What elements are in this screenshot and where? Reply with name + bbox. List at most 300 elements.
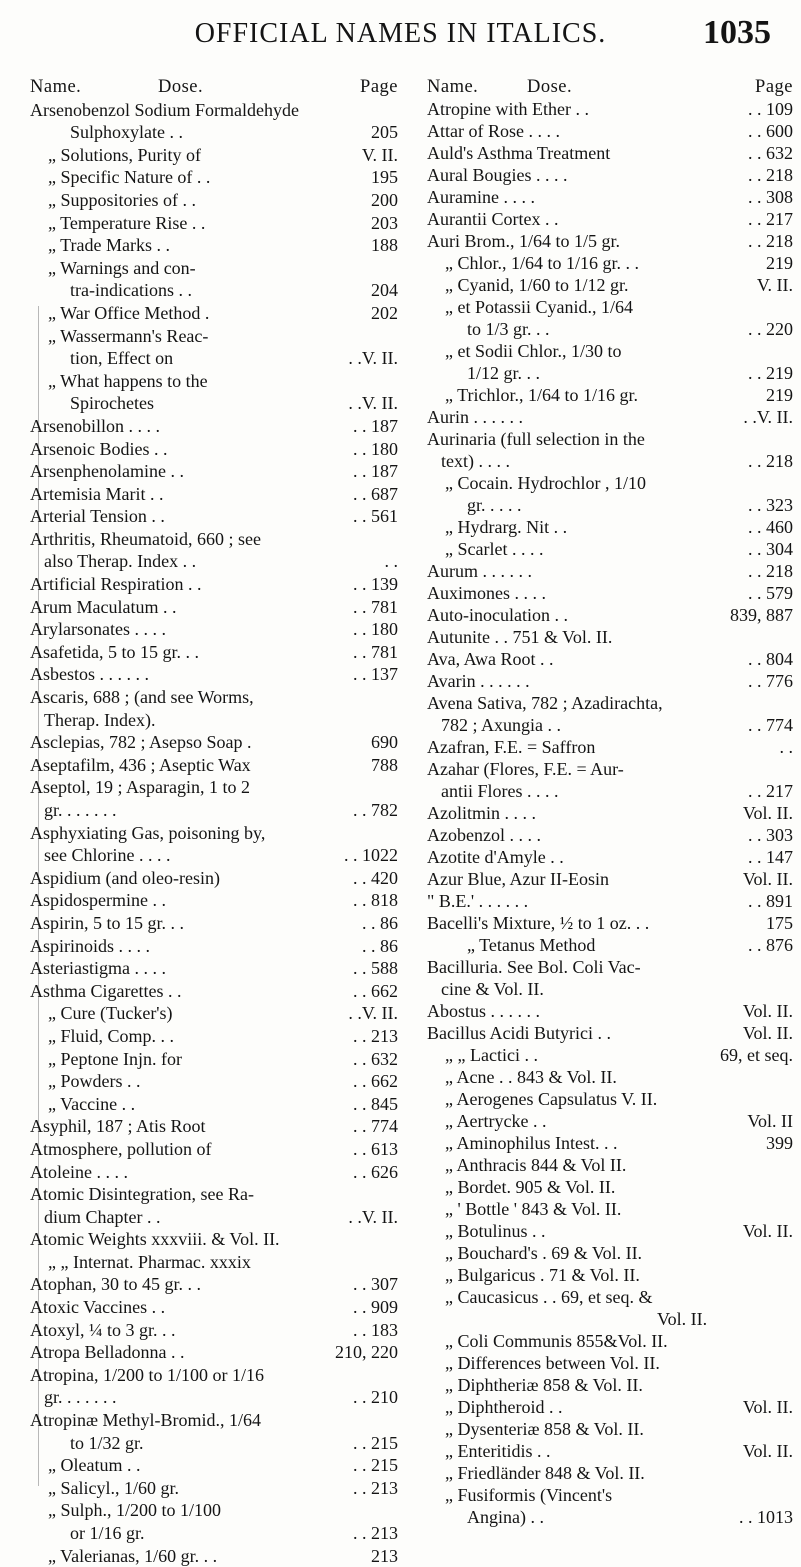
entry-text: Arsenphenolamine . . — [30, 461, 184, 482]
index-entry — [427, 296, 795, 318]
index-entry — [30, 1432, 400, 1455]
running-title: OFFICIAL NAMES IN ITALICS. — [194, 18, 607, 49]
entry-page-ref: . . 876 — [748, 935, 793, 955]
index-entry — [427, 362, 795, 384]
entry-text: „ et Potassii Cyanid., 1/64 — [445, 297, 633, 317]
entry-page-ref: . .V. II. — [348, 393, 398, 414]
entry-text: see Chlorine . . . . — [44, 845, 171, 866]
index-entry — [427, 1000, 795, 1022]
index-entry — [30, 980, 400, 1003]
entry-text: Arsenoic Bodies . . — [30, 438, 168, 459]
entry-page-ref: 399 — [766, 1133, 793, 1153]
index-entry — [427, 1220, 795, 1242]
entry-text: „ Oleatum . . — [48, 1455, 141, 1476]
index-entry — [30, 1477, 400, 1500]
entry-text: Atropina, 1/200 to 1/100 or 1/16 — [30, 1364, 264, 1385]
page-header — [30, 14, 771, 58]
entry-page-ref: . . 774 — [748, 715, 793, 735]
index-entry — [427, 714, 795, 736]
entry-text: Auld's Asthma Treatment — [427, 143, 611, 163]
entry-text: „ Salicyl., 1/60 gr. — [48, 1477, 179, 1498]
index-entry — [427, 406, 795, 428]
index-entry — [427, 186, 795, 208]
entry-text: text) . . . . — [441, 451, 510, 471]
index-entry — [427, 802, 795, 824]
index-entry — [30, 799, 400, 822]
index-entry — [427, 978, 795, 1000]
entry-text: cine & Vol. II. — [441, 979, 544, 999]
entry-text: Auramine . . . . — [427, 187, 535, 207]
index-entry — [30, 550, 400, 573]
entry-page-ref: 219 — [766, 253, 793, 273]
entry-text: „ Friedländer 848 & Vol. II. — [445, 1463, 645, 1483]
index-entry — [30, 438, 400, 461]
entry-text: Aspirin, 5 to 15 gr. . . — [30, 912, 185, 933]
entry-text: „ Fusiformis (Vincent's — [445, 1485, 613, 1505]
entry-page-ref: . . 774 — [353, 1116, 398, 1137]
index-entry — [427, 956, 795, 978]
index-entry — [427, 1396, 795, 1418]
entry-page-ref: . . 219 — [748, 363, 793, 383]
column-header-page: Page — [755, 77, 793, 97]
index-entry — [30, 1025, 400, 1048]
entry-text: " B.E.' . . . . . . — [427, 891, 529, 911]
entry-text: Autunite . . 751 & Vol. II. — [427, 627, 613, 647]
index-entry — [30, 460, 400, 483]
index-entry — [427, 1022, 795, 1044]
column-header-page: Page — [360, 77, 398, 97]
entry-text: 1/12 gr. . . — [467, 363, 541, 383]
entry-text: „ Peptone Injn. for — [48, 1048, 182, 1069]
index-entry — [427, 230, 795, 252]
entry-text: „ Anthracis 844 & Vol II. — [445, 1155, 627, 1175]
index-entry — [30, 279, 400, 302]
entry-page-ref: 195 — [371, 167, 398, 188]
entry-page-ref: . . 662 — [353, 1071, 398, 1092]
index-entry — [427, 120, 795, 142]
entry-text: Azur Blue, Azur II-Eosin — [427, 869, 609, 889]
index-entry — [30, 709, 400, 732]
entry-text: Aurantii Cortex . . — [427, 209, 559, 229]
entry-text: Arsenobillon . . . . — [30, 415, 160, 436]
entry-page-ref: . . 109 — [748, 99, 793, 119]
column-header-name: Name. — [427, 77, 479, 97]
entry-page-ref: 213 — [371, 1545, 398, 1566]
index-entry — [427, 340, 795, 362]
index-entry — [30, 144, 400, 167]
index-entry — [427, 1264, 795, 1286]
entry-text: Auximones . . . . — [427, 583, 546, 603]
entry-text: Ascaris, 688 ; (and see Worms, — [30, 687, 254, 708]
entry-text: gr. . . . . . . — [44, 1387, 117, 1408]
column-header-name: Name. — [30, 77, 82, 97]
index-entry — [30, 483, 400, 506]
entry-text: „ Warnings and con- — [48, 257, 196, 278]
entry-text: Asteriastigma . . . . — [30, 958, 166, 979]
index-entry — [30, 1228, 400, 1251]
index-entry — [427, 736, 795, 758]
entry-text: Therap. Index). — [44, 709, 156, 730]
entry-page-ref: . . — [779, 737, 793, 757]
index-entry — [427, 428, 795, 450]
entry-page-ref: . . 561 — [353, 506, 398, 527]
index-entry — [427, 1484, 795, 1506]
entry-text: „ „ Lactici . . — [445, 1045, 538, 1065]
entry-page-ref: 788 — [371, 754, 398, 775]
entry-text: „ Coli Communis 855&Vol. II. — [445, 1331, 668, 1351]
entry-text: „ Bouchard's . 69 & Vol. II. — [445, 1243, 643, 1263]
entry-text: Atoxyl, ¼ to 3 gr. . . — [30, 1319, 176, 1340]
index-entry — [30, 1138, 400, 1161]
entry-text: „ Cocain. Hydrochlor , 1/10 — [445, 473, 646, 493]
index-entry — [30, 1206, 400, 1229]
entry-page-ref: . . 210 — [353, 1387, 398, 1408]
index-entry — [30, 302, 400, 325]
entry-text: „ Wassermann's Reac- — [48, 325, 209, 346]
entry-text: Arsenobenzol Sodium Formaldehyde — [30, 99, 299, 120]
entry-text: Arylarsonates . . . . — [30, 619, 166, 640]
entry-text: „ Cure (Tucker's) — [48, 1003, 173, 1024]
index-entry — [427, 758, 795, 780]
entry-page-ref: . . 420 — [353, 867, 398, 888]
entry-text: „ Trade Marks . . — [48, 235, 170, 256]
entry-text: Arum Maculatum . . — [30, 596, 177, 617]
entry-page-ref: Vol. II. — [742, 1221, 793, 1241]
entry-text: „ Enteritidis . . — [445, 1441, 551, 1461]
entry-text: Auri Brom., 1/64 to 1/5 gr. — [427, 231, 620, 251]
entry-page-ref: . . 86 — [362, 935, 398, 956]
index-entry — [427, 274, 795, 296]
entry-page-ref: . . 613 — [353, 1138, 398, 1159]
index-entry — [427, 1110, 795, 1132]
entry-text: „ Aertrycke . . — [445, 1111, 547, 1131]
entry-text: also Therap. Index . . — [44, 551, 197, 572]
entry-page-ref: . . 187 — [353, 461, 398, 482]
entry-text: Asthma Cigarettes . . — [30, 980, 182, 1001]
index-entry — [427, 1352, 795, 1374]
entry-page-ref: V. II. — [361, 144, 398, 165]
entry-text: Aural Bougies . . . . — [427, 165, 568, 185]
index-entry — [30, 1093, 400, 1116]
left-column — [30, 76, 400, 1567]
index-entry — [427, 912, 795, 934]
entry-text: „ War Office Method . — [48, 302, 210, 323]
entry-page-ref: . . 139 — [353, 574, 398, 595]
index-entry — [427, 780, 795, 802]
entry-page-ref: . . 845 — [353, 1093, 398, 1114]
column-header-dose: Dose. — [527, 77, 573, 97]
entry-page-ref: . . 909 — [353, 1297, 398, 1318]
entry-text: Atoleine . . . . — [30, 1161, 128, 1182]
index-entry — [427, 1198, 795, 1220]
index-entry — [30, 121, 400, 144]
index-entry — [30, 257, 400, 280]
entry-text: „ Differences between Vol. II. — [445, 1353, 660, 1373]
entry-page-ref: . . 215 — [353, 1432, 398, 1453]
entry-page-ref: Vol. II. — [742, 1397, 793, 1417]
entry-page-ref: 69, et seq. — [720, 1045, 793, 1065]
entry-text: „ Temperature Rise . . — [48, 212, 206, 233]
entry-text: tra-indications . . — [70, 280, 192, 301]
entry-text: Azolitmin . . . . — [427, 803, 536, 823]
entry-page-ref: 690 — [371, 732, 398, 753]
index-entry — [427, 318, 795, 340]
entry-page-ref: . . 187 — [353, 415, 398, 436]
entry-text: „ Hydrarg. Nit . . — [445, 517, 568, 537]
entry-page-ref: . . 600 — [748, 121, 793, 141]
entry-text: Aseptol, 19 ; Asparagin, 1 to 2 — [30, 777, 250, 798]
entry-text: Azahar (Flores, F.E. = Aur- — [427, 759, 624, 779]
entry-text: „ Acne . . 843 & Vol. II. — [445, 1067, 617, 1087]
entry-text: „ Suppositories of . . — [48, 189, 196, 210]
entry-text: Aspidospermine . . — [30, 890, 166, 911]
entry-page-ref: Vol. II. — [742, 803, 793, 823]
index-entry — [427, 1308, 795, 1330]
entry-page-ref: Vol. II. — [742, 1441, 793, 1461]
entry-page-ref: . . 213 — [353, 1477, 398, 1498]
entry-page-ref: 219 — [766, 385, 793, 405]
entry-text: Attar of Rose . . . . — [427, 121, 560, 141]
index-entry — [30, 1183, 400, 1206]
entry-page-ref: . . 782 — [353, 800, 398, 820]
entry-text: „ Solutions, Purity of — [48, 144, 202, 165]
entry-page-ref: Vol. II — [747, 1111, 793, 1131]
index-entry — [427, 1132, 795, 1154]
index-entry — [30, 1454, 400, 1477]
entry-text: Atmosphere, pollution of — [30, 1138, 212, 1159]
index-entry — [30, 1161, 400, 1184]
index-entry — [30, 1341, 400, 1364]
index-entry — [427, 1330, 795, 1352]
index-entry — [30, 1251, 400, 1274]
index-entry — [427, 824, 795, 846]
index-entry — [30, 370, 400, 393]
entry-text: „ „ Internat. Pharmac. xxxix — [48, 1251, 251, 1272]
index-entry — [427, 1066, 795, 1088]
entry-text: Ava, Awa Root . . — [427, 649, 554, 669]
entry-text: Angina) . . — [467, 1507, 544, 1527]
entry-page-ref: Vol. II. — [742, 869, 793, 889]
entry-page-ref: 205 — [371, 122, 398, 143]
entry-text: Auto-inoculation . . — [427, 605, 568, 625]
index-entry — [30, 325, 400, 348]
index-entry — [427, 98, 795, 120]
entry-page-ref: . . 218 — [748, 561, 793, 581]
index-entry — [427, 142, 795, 164]
entry-page-ref: . . 632 — [748, 143, 793, 163]
entry-page-ref: . . 180 — [353, 619, 398, 640]
index-entry — [30, 776, 400, 799]
entry-page-ref: . . 891 — [748, 891, 793, 911]
entry-page-ref: 202 — [371, 302, 398, 323]
index-entry — [427, 208, 795, 230]
index-entry — [30, 1048, 400, 1071]
entry-text: Avena Sativa, 782 ; Azadirachta, — [427, 693, 663, 713]
entry-page-ref: . . 632 — [353, 1048, 398, 1069]
entry-page-ref: 210, 220 — [335, 1342, 398, 1363]
entry-page-ref: . . 781 — [353, 596, 398, 617]
entry-text: Bacelli's Mixture, ½ to 1 oz. . . — [427, 913, 650, 933]
entry-page-ref: . . 460 — [748, 517, 793, 537]
entry-text: Azobenzol . . . . — [427, 825, 541, 845]
entry-text: „ Bulgaricus . 71 & Vol. II. — [445, 1265, 640, 1285]
entry-text: Aurin . . . . . . — [427, 407, 523, 427]
index-entry — [427, 164, 795, 186]
entry-text: Atomic Weights xxxviii. & Vol. II. — [30, 1229, 280, 1250]
entry-text: „ Diphtheroid . . — [445, 1397, 563, 1417]
index-entry — [30, 935, 400, 958]
entry-text: or 1/16 gr. — [70, 1523, 145, 1543]
entry-page-ref: . . 662 — [353, 980, 398, 1001]
entry-text: „ Aminophilus Intest. . . — [445, 1133, 618, 1153]
entry-text: Atomic Disintegration, see Ra- — [30, 1184, 254, 1205]
index-entry — [427, 1154, 795, 1176]
entry-page-ref: . .V. II. — [743, 407, 793, 427]
index-entry — [427, 450, 795, 472]
entry-page-ref: . . 626 — [353, 1161, 398, 1182]
entry-page-ref: . .V. II. — [348, 1003, 398, 1024]
entry-text: Asphyxiating Gas, poisoning by, — [30, 822, 266, 843]
entry-page-ref: . . 304 — [748, 539, 793, 559]
entry-page-ref: Vol. II. — [742, 1023, 793, 1043]
entry-text: Bacilluria. See Bol. Coli Vac- — [427, 957, 641, 977]
index-entry — [427, 670, 795, 692]
index-entry — [30, 1364, 400, 1387]
entry-text: Asyphil, 187 ; Atis Root — [30, 1116, 206, 1137]
index-entry — [30, 1273, 400, 1296]
entry-text: „ Botulinus . . — [445, 1221, 546, 1241]
entry-page-ref: Vol. II. — [742, 1001, 793, 1021]
index-entry — [427, 846, 795, 868]
entry-page-ref: . .V. II. — [348, 348, 398, 369]
entry-text: to 1/32 gr. — [70, 1432, 144, 1453]
entry-text: „ Dysenteriæ 858 & Vol. II. — [445, 1419, 644, 1439]
entry-text: Asclepias, 782 ; Asepso Soap . — [30, 732, 252, 753]
entry-page-ref: 175 — [766, 913, 793, 933]
entry-page-ref: . . 217 — [748, 209, 793, 229]
entry-page-ref: . . 183 — [353, 1319, 398, 1340]
entry-page-ref: 188 — [371, 235, 398, 256]
entry-text: Aseptafilm, 436 ; Aseptic Wax — [30, 754, 251, 775]
entry-text: Asafetida, 5 to 15 gr. . . — [30, 641, 199, 662]
index-entry — [30, 618, 400, 641]
entry-text: antii Flores . . . . — [441, 781, 559, 801]
entry-text: Abostus . . . . . . — [427, 1001, 541, 1021]
index-entry — [427, 1088, 795, 1110]
entry-page-ref: . . 215 — [353, 1455, 398, 1476]
index-entry — [30, 415, 400, 438]
column-header — [427, 76, 795, 98]
entry-page-ref: . . 303 — [748, 825, 793, 845]
entry-page-ref: 204 — [371, 280, 398, 301]
entry-text: Atoxic Vaccines . . — [30, 1297, 166, 1318]
index-entry — [427, 1418, 795, 1440]
index-entry — [427, 494, 795, 516]
index-entry — [30, 686, 400, 709]
entry-text: „ Scarlet . . . . — [445, 539, 544, 559]
entry-text: Arthritis, Rheumatoid, 660 ; see — [30, 528, 261, 549]
index-entry — [427, 252, 795, 274]
index-entry — [427, 890, 795, 912]
entry-text: „ Cyanid, 1/60 to 1/12 gr. — [445, 275, 629, 295]
index-entry — [30, 641, 400, 664]
index-entry — [30, 347, 400, 370]
index-entry — [427, 692, 795, 714]
entry-page-ref: . . 213 — [353, 1025, 398, 1046]
index-entry — [427, 604, 795, 626]
entry-text: Spirochetes — [70, 393, 154, 414]
entry-text: tion, Effect on — [70, 348, 174, 369]
entry-page-ref: 839, 887 — [730, 605, 793, 625]
entry-page-ref: . . 323 — [748, 495, 793, 515]
index-entry — [427, 1440, 795, 1462]
index-entry — [30, 505, 400, 528]
column-header — [30, 76, 400, 99]
index-entry — [30, 528, 400, 551]
entry-text: gr. . . . . — [467, 495, 522, 515]
index-entry — [30, 889, 400, 912]
index-entry — [427, 934, 795, 956]
entry-text: gr. . . . . . . — [44, 800, 117, 820]
index-entry — [30, 867, 400, 890]
entry-text: Atophan, 30 to 45 gr. . . — [30, 1274, 201, 1295]
entry-text: „ Tetanus Method — [467, 935, 596, 955]
entry-text: Avarin . . . . . . — [427, 671, 530, 691]
index-entry — [30, 392, 400, 415]
index-entry — [427, 648, 795, 670]
entry-page-ref: . . 180 — [353, 438, 398, 459]
entry-page-ref: . . 818 — [353, 890, 398, 911]
index-entry — [427, 384, 795, 406]
index-entry — [30, 1409, 400, 1432]
entry-text: „ What happens to the — [48, 370, 208, 391]
entry-text: Aurinaria (full selection in the — [427, 429, 645, 449]
entry-text: Aurum . . . . . . — [427, 561, 532, 581]
index-entry — [30, 1545, 400, 1567]
entry-text: „ Bordet. 905 & Vol. II. — [445, 1177, 616, 1197]
entry-text: Atropinæ Methyl-Bromid., 1/64 — [30, 1410, 261, 1431]
index-entry — [30, 754, 400, 777]
index-entry — [30, 1115, 400, 1138]
index-entry — [427, 538, 795, 560]
entry-page-ref: . . 147 — [748, 847, 793, 867]
entry-page-ref: . .V. II. — [348, 1206, 398, 1227]
index-entry — [30, 573, 400, 596]
page-number: 1035 — [703, 14, 771, 51]
index-entry — [427, 1286, 795, 1308]
entry-page-ref: . . 218 — [748, 451, 793, 471]
index-entry — [427, 626, 795, 648]
entry-page-ref: . . 776 — [748, 671, 793, 691]
entry-page-ref: . . 307 — [353, 1274, 398, 1295]
entry-page-ref: . . 217 — [748, 781, 793, 801]
entry-page-ref: . . 687 — [353, 483, 398, 504]
entry-page-ref: . . 137 — [353, 664, 398, 685]
index-entry — [30, 1319, 400, 1342]
entry-text: „ Aerogenes Capsulatus V. II. — [445, 1089, 658, 1109]
index-entry — [30, 912, 400, 935]
entry-text: „ ' Bottle ' 843 & Vol. II. — [445, 1199, 622, 1219]
entry-page-ref: . . — [384, 551, 398, 572]
index-entry — [30, 1522, 400, 1545]
column-header-dose: Dose. — [158, 77, 204, 97]
entry-page-ref: V. II. — [756, 275, 793, 295]
index-entry — [30, 189, 400, 212]
entry-page-ref: . . 781 — [353, 641, 398, 662]
index-entry — [30, 844, 400, 867]
entry-page-ref: . . 1022 — [344, 845, 398, 866]
index-entry — [30, 1070, 400, 1093]
